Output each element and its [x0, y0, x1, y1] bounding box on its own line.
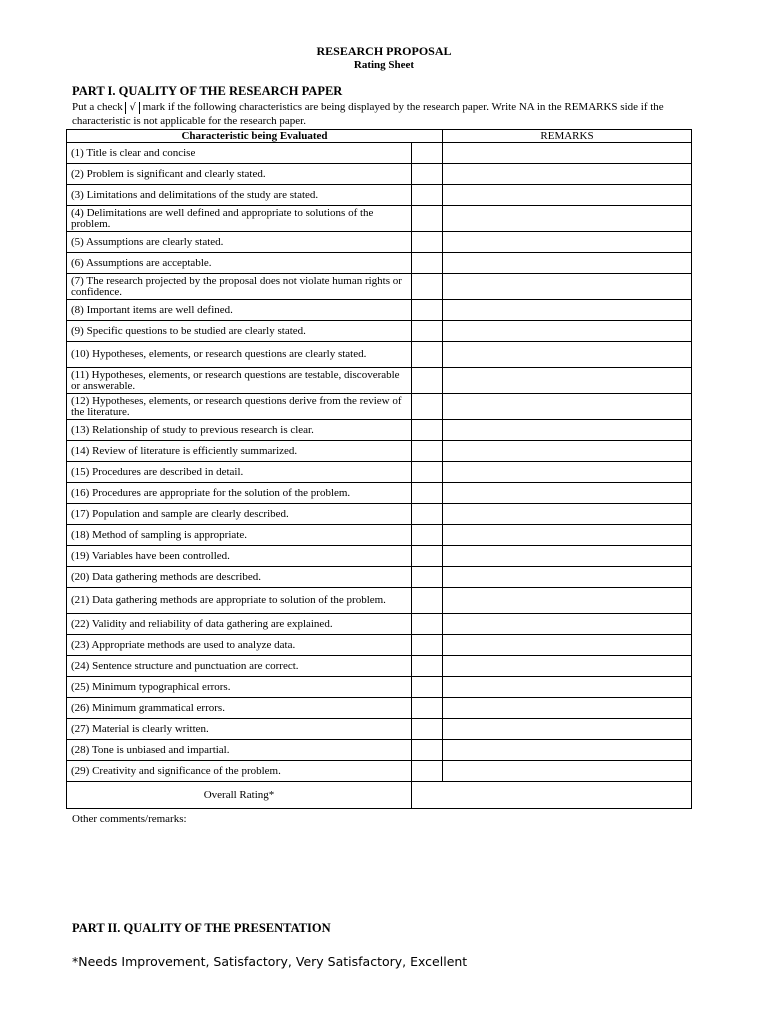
- table-row: [67, 232, 692, 253]
- criterion-text: (15) Procedures are described in detail.: [67, 462, 412, 483]
- criterion-text: (12) Hypotheses, elements, or research questions derive from the review of the literature.: [67, 394, 412, 420]
- criterion-text: (23) Appropriate methods are used to analyze data.: [67, 635, 412, 656]
- check-cell[interactable]: [412, 420, 443, 441]
- criterion-text: (20) Data gathering methods are described.: [67, 567, 412, 588]
- table-row: [67, 761, 692, 782]
- remarks-cell[interactable]: [443, 483, 692, 504]
- remarks-cell[interactable]: [443, 656, 692, 677]
- check-cell[interactable]: [412, 614, 443, 635]
- table-row: [67, 504, 692, 525]
- criterion-text: (9) Specific questions to be studied are clearly stated.: [67, 321, 412, 342]
- rating-table-body: [67, 143, 692, 809]
- table-row: [67, 525, 692, 546]
- criterion-text: (24) Sentence structure and punctuation are correct.: [67, 656, 412, 677]
- table-row: [67, 677, 692, 698]
- criterion-text: (8) Important items are well defined.: [67, 300, 412, 321]
- check-cell[interactable]: [412, 588, 443, 614]
- check-cell[interactable]: [412, 300, 443, 321]
- remarks-cell[interactable]: [443, 441, 692, 462]
- check-cell[interactable]: [412, 483, 443, 504]
- table-row: [67, 206, 692, 232]
- remarks-cell[interactable]: [443, 232, 692, 253]
- remarks-cell[interactable]: [443, 504, 692, 525]
- criterion-text: (10) Hypotheses, elements, or research questions are clearly stated.: [67, 342, 412, 368]
- table-row: [67, 719, 692, 740]
- check-cell[interactable]: [412, 274, 443, 300]
- instruction-text-before: Put a check: [72, 101, 126, 113]
- remarks-cell[interactable]: [443, 185, 692, 206]
- criterion-text: (4) Delimitations are well defined and appropriate to solutions of the problem.: [67, 206, 412, 232]
- table-row: [67, 656, 692, 677]
- characteristic-column-header: Characteristic being Evaluated: [67, 130, 443, 143]
- document-header: [0, 44, 768, 72]
- criterion-text: (22) Validity and reliability of data gathering are explained.: [67, 614, 412, 635]
- table-row: [67, 420, 692, 441]
- remarks-cell[interactable]: [443, 740, 692, 761]
- check-cell[interactable]: [412, 761, 443, 782]
- remarks-cell[interactable]: [443, 274, 692, 300]
- rating-table: [66, 129, 692, 809]
- remarks-cell[interactable]: [443, 761, 692, 782]
- check-cell[interactable]: [412, 740, 443, 761]
- table-row: [67, 614, 692, 635]
- table-row: [67, 368, 692, 394]
- criterion-text: (11) Hypotheses, elements, or research questions are testable, discoverable or answerable.: [67, 368, 412, 394]
- table-row: [67, 546, 692, 567]
- remarks-cell[interactable]: [443, 143, 692, 164]
- remarks-cell[interactable]: [443, 546, 692, 567]
- check-cell[interactable]: [412, 143, 443, 164]
- rating-scale-footnote: *Needs Improvement, Satisfactory, Very Satisfactory, Excellent: [72, 954, 468, 969]
- criterion-text: (21) Data gathering methods are appropriate to solution of the problem.: [67, 588, 412, 614]
- criterion-text: (16) Procedures are appropriate for the solution of the problem.: [67, 483, 412, 504]
- remarks-cell[interactable]: [443, 253, 692, 274]
- overall-rating-label: Overall Rating*: [67, 782, 412, 809]
- check-cell[interactable]: [412, 462, 443, 483]
- remarks-cell[interactable]: [443, 368, 692, 394]
- document-subtitle: Rating Sheet: [353, 59, 415, 71]
- criterion-text: (18) Method of sampling is appropriate.: [67, 525, 412, 546]
- check-cell[interactable]: [412, 206, 443, 232]
- table-row: [67, 185, 692, 206]
- remarks-cell[interactable]: [443, 588, 692, 614]
- table-row: [67, 300, 692, 321]
- document-title: RESEARCH PROPOSAL: [316, 44, 452, 58]
- table-row: [67, 342, 692, 368]
- table-row: [67, 164, 692, 185]
- table-row: [67, 274, 692, 300]
- check-cell[interactable]: [412, 321, 443, 342]
- check-cell[interactable]: [412, 164, 443, 185]
- remarks-cell[interactable]: [443, 462, 692, 483]
- criterion-text: (28) Tone is unbiased and impartial.: [67, 740, 412, 761]
- remarks-cell[interactable]: [443, 300, 692, 321]
- remarks-cell[interactable]: [443, 635, 692, 656]
- check-cell[interactable]: [412, 504, 443, 525]
- remarks-cell[interactable]: [443, 164, 692, 185]
- overall-rating-row: [67, 782, 692, 809]
- criterion-text: (29) Creativity and significance of the problem.: [67, 761, 412, 782]
- check-cell[interactable]: [412, 342, 443, 368]
- other-comments-label: Other comments/remarks:: [72, 813, 187, 825]
- remarks-cell[interactable]: [443, 567, 692, 588]
- check-cell[interactable]: [412, 253, 443, 274]
- criterion-text: (5) Assumptions are clearly stated.: [67, 232, 412, 253]
- remarks-cell[interactable]: [443, 677, 692, 698]
- remarks-cell[interactable]: [443, 525, 692, 546]
- check-cell[interactable]: [412, 368, 443, 394]
- criterion-text: (13) Relationship of study to previous research is clear.: [67, 420, 412, 441]
- check-cell[interactable]: [412, 546, 443, 567]
- criterion-text: (17) Population and sample are clearly described.: [67, 504, 412, 525]
- table-row: [67, 567, 692, 588]
- table-row: [67, 483, 692, 504]
- criterion-text: (1) Title is clear and concise: [67, 143, 412, 164]
- remarks-cell[interactable]: [443, 719, 692, 740]
- table-row: [67, 143, 692, 164]
- table-row: [67, 321, 692, 342]
- overall-rating-cell[interactable]: [412, 782, 692, 809]
- table-row: [67, 635, 692, 656]
- criterion-text: (6) Assumptions are acceptable.: [67, 253, 412, 274]
- check-cell[interactable]: [412, 525, 443, 546]
- criterion-text: (14) Review of literature is efficiently summarized.: [67, 441, 412, 462]
- check-cell[interactable]: [412, 656, 443, 677]
- remarks-cell[interactable]: [443, 342, 692, 368]
- remarks-cell[interactable]: [443, 420, 692, 441]
- remarks-cell[interactable]: [443, 206, 692, 232]
- check-mark-symbol: √: [125, 102, 139, 114]
- check-cell[interactable]: [412, 719, 443, 740]
- table-row: [67, 441, 692, 462]
- check-cell[interactable]: [412, 567, 443, 588]
- criterion-text: (19) Variables have been controlled.: [67, 546, 412, 567]
- check-cell[interactable]: [412, 441, 443, 462]
- criterion-text: (3) Limitations and delimitations of the study are stated.: [67, 185, 412, 206]
- remarks-cell[interactable]: [443, 698, 692, 719]
- criterion-text: (25) Minimum typographical errors.: [67, 677, 412, 698]
- check-cell[interactable]: [412, 677, 443, 698]
- table-row: [67, 462, 692, 483]
- table-row: [67, 740, 692, 761]
- remarks-cell[interactable]: [443, 614, 692, 635]
- check-cell[interactable]: [412, 185, 443, 206]
- criterion-text: (26) Minimum grammatical errors.: [67, 698, 412, 719]
- table-row: [67, 253, 692, 274]
- table-row: [67, 698, 692, 719]
- remarks-column-header: REMARKS: [443, 130, 692, 143]
- part2-heading: PART II. QUALITY OF THE PRESENTATION: [72, 921, 331, 935]
- criterion-text: (2) Problem is significant and clearly stated.: [67, 164, 412, 185]
- remarks-cell[interactable]: [443, 321, 692, 342]
- check-cell[interactable]: [412, 394, 443, 420]
- criterion-text: (7) The research projected by the proposal does not violate human rights or confidence.: [67, 274, 412, 300]
- part1-instructions: [72, 100, 702, 128]
- criterion-text: (27) Material is clearly written.: [67, 719, 412, 740]
- check-cell[interactable]: [412, 698, 443, 719]
- remarks-cell[interactable]: [443, 394, 692, 420]
- part1-heading: PART I. QUALITY OF THE RESEARCH PAPER: [72, 84, 343, 98]
- table-row: [67, 394, 692, 420]
- check-cell[interactable]: [412, 635, 443, 656]
- instruction-text-after: mark if the following characteristics are being displayed by the research paper. Write NA in the REMARKS side if the characteristic is not applicable for the research paper.: [72, 101, 664, 127]
- table-row: [67, 588, 692, 614]
- check-cell[interactable]: [412, 232, 443, 253]
